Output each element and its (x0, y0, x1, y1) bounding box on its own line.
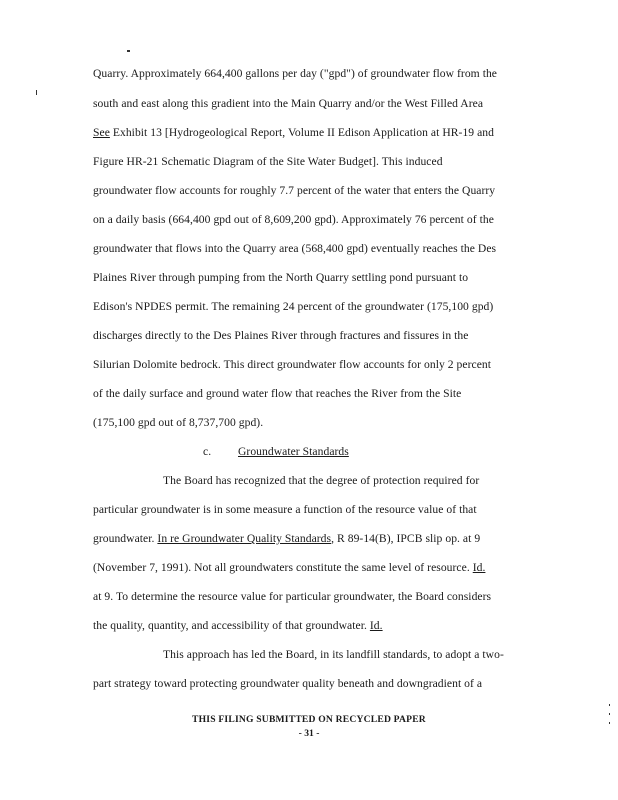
recycled-paper-notice: THIS FILING SUBMITTED ON RECYCLED PAPER (192, 714, 426, 725)
body-line-text: Exhibit 13 [Hydrogeological Report, Volume II Edison Application at HR-19 and (112, 126, 494, 139)
id-citation: Id. (369, 619, 383, 632)
body-line (93, 126, 494, 139)
section-heading-title: Groundwater Standards (238, 445, 349, 458)
scan-speck (36, 90, 37, 95)
body-line: particular groundwater is in some measure a function of the resource value of that (93, 503, 477, 516)
body-line: part strategy toward protecting groundwater quality beneath and downgradient of a (93, 677, 483, 690)
id-citation: Id. (472, 561, 486, 574)
body-line-text: , R 89-14(B), IPCB slip op. at 9 (331, 532, 481, 545)
see-signal: See (93, 126, 110, 139)
body-line: The Board has recognized that the degree of protection required for (163, 474, 480, 487)
body-line-text: the quality, quantity, and accessibility of that groundwater. (93, 619, 370, 632)
body-line: discharges directly to the Des Plaines River through fractures and fissures in the (93, 329, 469, 342)
page-number: - 31 - (298, 728, 320, 739)
body-line: (175,100 gpd out of 8,737,700 gpd). (93, 416, 264, 429)
body-line: groundwater flow accounts for roughly 7.7 percent of the water that enters the Quarry (93, 184, 496, 197)
case-citation: In re Groundwater Quality Standards (157, 532, 332, 545)
body-line: groundwater that flows into the Quarry area (568,400 gpd) eventually reaches the Des (93, 242, 497, 255)
body-line: Quarry. Approximately 664,400 gallons per day ("gpd") of groundwater flow from the (93, 67, 498, 80)
scan-speck (127, 50, 130, 52)
section-heading-letter: c. (203, 445, 212, 458)
body-line: of the daily surface and ground water flow that reaches the River from the Site (93, 387, 462, 400)
body-line: Figure HR-21 Schematic Diagram of the Site Water Budget]. This induced (93, 155, 443, 168)
body-line: This approach has led the Board, in its landfill standards, to adopt a two- (163, 648, 504, 661)
body-line (93, 561, 485, 574)
body-line (93, 619, 383, 632)
body-line: on a daily basis (664,400 gpd out of 8,609,200 gpd). Approximately 76 percent of the (93, 213, 494, 226)
body-line-text: (November 7, 1991). Not all groundwaters constitute the same level of resource. (93, 561, 473, 574)
body-line: Plaines River through pumping from the North Quarry settling pond pursuant to (93, 271, 469, 284)
scan-speck (609, 704, 610, 706)
body-line: Edison's NPDES permit. The remaining 24 percent of the groundwater (175,100 gpd) (93, 300, 494, 313)
body-line-text: groundwater. (93, 532, 158, 545)
body-line: at 9. To determine the resource value for particular groundwater, the Board considers (93, 590, 492, 603)
body-line (93, 532, 480, 545)
body-line: south and east along this gradient into the Main Quarry and/or the West Filled Area (93, 97, 484, 110)
body-line: Silurian Dolomite bedrock. This direct groundwater flow accounts for only 2 percent (93, 358, 492, 371)
